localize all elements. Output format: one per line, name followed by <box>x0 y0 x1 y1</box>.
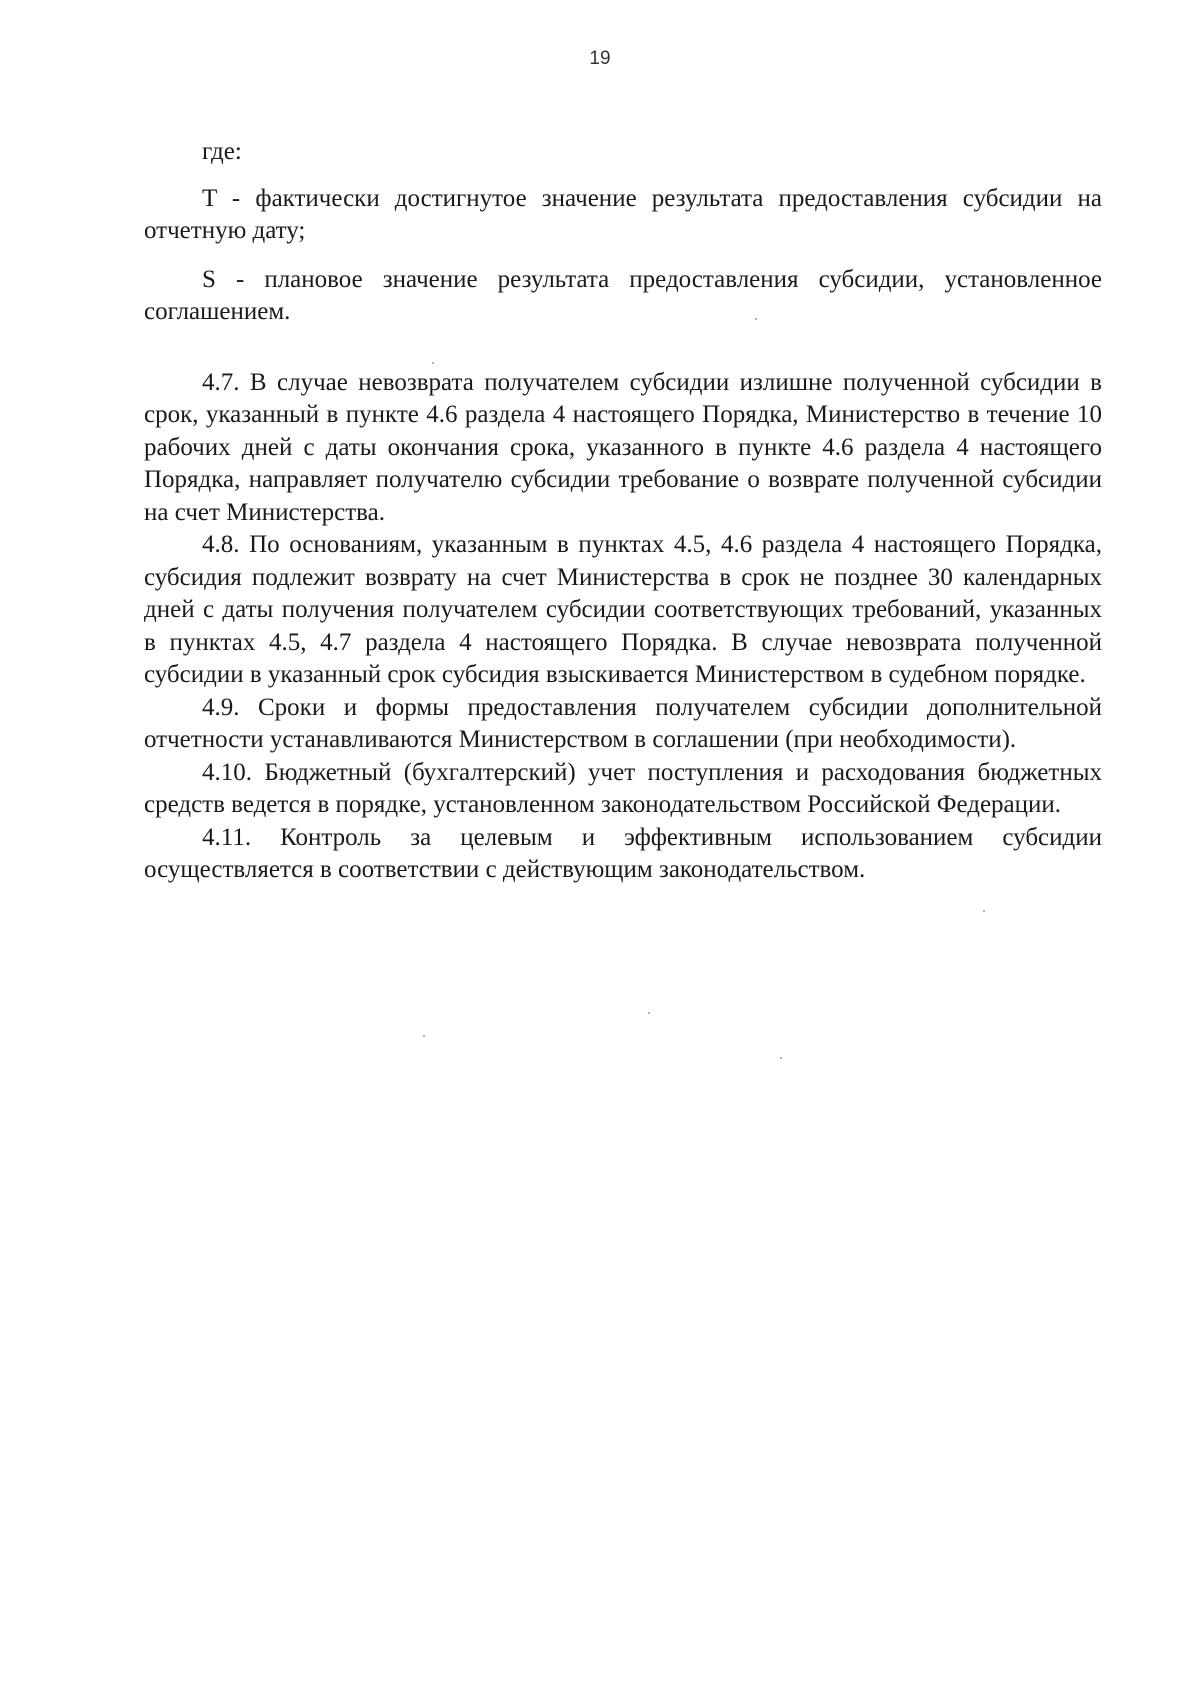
paragraph-4-11: 4.11. Контроль за целевым и эффективным использованием субсидии осуществляется в соответствии с действующим законодательством. <box>144 823 1102 883</box>
scan-speck <box>432 362 434 364</box>
definition-t: T - фактически достигнутое значение результата предоставления субсидии на отчетную дату; <box>144 184 1102 244</box>
document-body <box>144 136 1102 887</box>
paragraph-4-7: 4.7. В случае невозврата получателем субсидии излишне полученной субсидии в срок, указанный в пункте 4.6 раздела 4 настоящего Порядка, Министерство в течение 10 рабочих дней с даты окончания срока, указанного в пункте 4.6 раздела 4 настоящего Порядка, направляет получателю субсидии требование о возврате полученной субсидии на счет Министерства. <box>144 368 1102 526</box>
where-label: где: <box>202 138 242 165</box>
scan-speck <box>983 910 985 912</box>
scan-speck <box>780 1057 782 1059</box>
paragraph-4-10: 4.10. Бюджетный (бухгалтерский) учет поступления и расходования бюджетных средств ведется в порядке, установленном законодательством Российской Федерации. <box>144 758 1102 818</box>
scan-speck <box>755 318 757 320</box>
page-number: 19 <box>589 48 611 69</box>
scan-speck <box>423 1035 425 1037</box>
paragraph-4-9: 4.9. Сроки и формы предоставления получателем субсидии дополнительной отчетности устанавливаются Министерством в соглашении (при необходимости). <box>144 693 1102 753</box>
paragraph-4-8: 4.8. По основаниям, указанным в пунктах 4.5, 4.6 раздела 4 настоящего Порядка, субсидия подлежит возврату на счет Министерства в срок не позднее 30 календарных дней с даты получения получателем субсидии соответствующих требований, указанных в пунктах 4.5, 4.7 раздела 4 настоящего Порядка. В случае невозврата полученной субсидии в указанный срок субсидия взыскивается Министерством в судебном порядке. <box>144 531 1102 688</box>
scan-speck <box>648 1012 650 1014</box>
definition-s: S - плановое значение результата предоставления субсидии, установленное соглашением. <box>144 265 1102 325</box>
